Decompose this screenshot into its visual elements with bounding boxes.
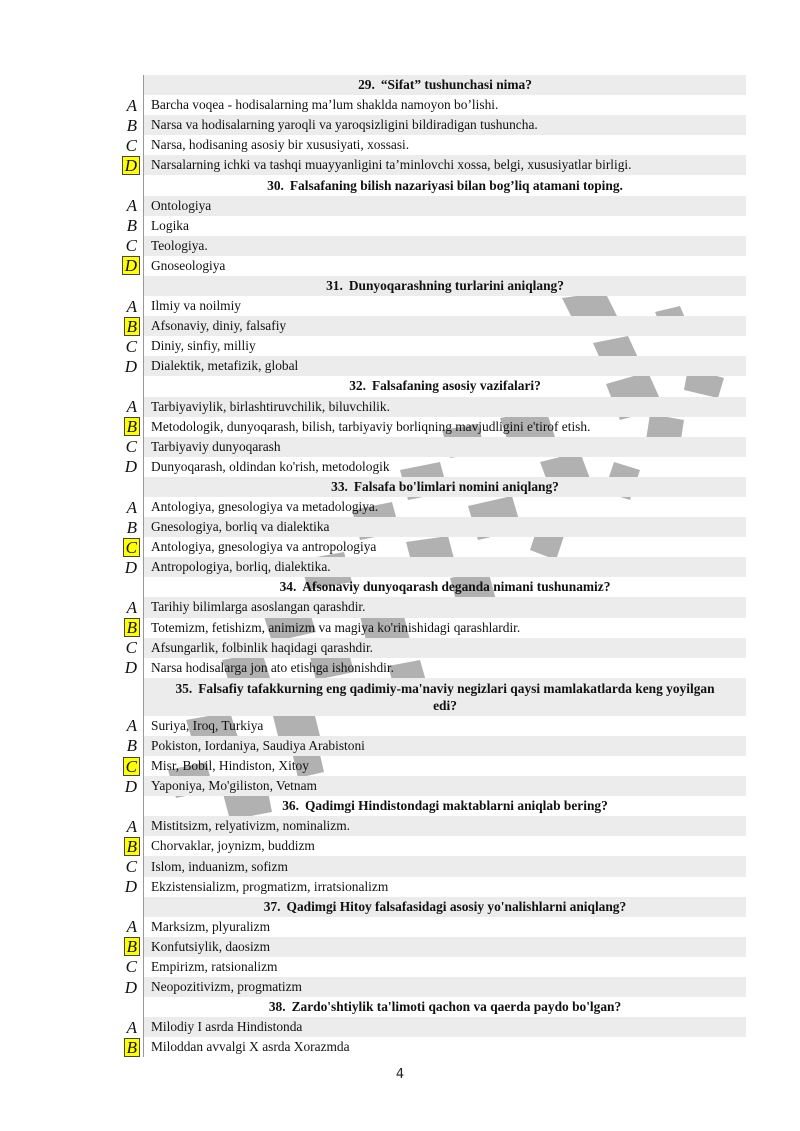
answer-letter-cell <box>110 236 143 256</box>
question-text-cell <box>143 678 746 716</box>
letter-cell-empty <box>110 577 143 597</box>
question-number: 34. <box>279 579 297 595</box>
answer-text: Afsonaviy, diniy, falsafiy <box>143 316 746 336</box>
letter-cell-empty <box>110 796 143 816</box>
answer-text: Yaponiya, Mo'giliston, Vetnam <box>143 776 746 796</box>
letter-cell-empty <box>110 75 143 95</box>
answer-letter: A <box>126 196 137 216</box>
question-number: 33. <box>331 478 348 494</box>
question-text-cell <box>143 175 746 195</box>
answer-row[interactable] <box>110 417 746 437</box>
page-number: 4 <box>395 1067 405 1082</box>
answer-letter-cell <box>110 877 143 897</box>
answer-row[interactable] <box>110 957 746 977</box>
answer-row[interactable] <box>110 135 746 155</box>
answer-letter-cell <box>110 1017 143 1037</box>
answer-letter-cell <box>110 135 143 155</box>
answer-row[interactable] <box>110 776 746 796</box>
answer-letter-correct: B <box>126 316 137 336</box>
answer-letter: B <box>126 517 137 537</box>
letter-cell-empty <box>110 276 143 296</box>
answer-letter: B <box>126 216 137 236</box>
answer-letter-correct: D <box>124 155 137 175</box>
question-number: 32. <box>349 378 366 394</box>
question-text-cell <box>143 577 746 597</box>
answer-row[interactable] <box>110 877 746 897</box>
question-text: Afsonaviy dunyoqarash deganda nimani tushunamiz? <box>302 579 611 595</box>
answer-text: Milodiy I asrda Hindistonda <box>143 1017 746 1037</box>
answer-text: Ekzistensializm, progmatizm, irratsionalizm <box>143 877 746 897</box>
answer-letter-correct: B <box>126 836 137 856</box>
answer-text: Miloddan avvalgi X asrda Xorazmda <box>143 1037 746 1057</box>
answer-text: Totemizm, fetishizm, animizm va magiya ko'rinishidagi qarashlardir. <box>143 618 746 638</box>
question-heading <box>280 579 611 595</box>
answer-letter-cell <box>110 437 143 457</box>
answer-letter-cell <box>110 296 143 316</box>
answer-text: Ilmiy va noilmiy <box>143 296 746 316</box>
answer-letter: C <box>125 638 137 658</box>
question-row <box>110 577 746 597</box>
answer-letter-correct: B <box>126 417 137 437</box>
answer-text: Afsungarlik, folbinlik haqidagi qarashdir. <box>143 638 746 658</box>
question-row <box>110 477 746 497</box>
answer-letter-cell <box>110 115 143 135</box>
answer-row[interactable] <box>110 196 746 216</box>
answer-letter-correct: D <box>124 256 137 276</box>
answer-text: Logika <box>143 216 746 236</box>
question-text-cell <box>143 897 746 917</box>
answer-text: Neopozitivizm, progmatizm <box>143 977 746 997</box>
answer-letter: A <box>126 716 137 736</box>
answer-letter: C <box>125 857 137 877</box>
question-heading <box>264 899 626 915</box>
question-text: Falsafiy tafakkurning eng qadimiy-ma'naviy negizlari qaysi mamlakatlarda keng yoyilgan edi? <box>198 680 715 713</box>
answer-letter-correct: C <box>125 756 137 776</box>
answer-text: Narsa, hodisaning asosiy bir xususiyati, xossasi. <box>143 135 746 155</box>
answer-letter-cell <box>110 1037 143 1057</box>
answer-row[interactable] <box>110 236 746 256</box>
answer-letter-cell <box>110 256 143 276</box>
answer-letter-cell <box>110 937 143 957</box>
answer-letter: A <box>126 397 137 417</box>
answer-letter-cell <box>110 658 143 678</box>
answer-row[interactable] <box>110 557 746 577</box>
answer-row[interactable] <box>110 256 746 276</box>
question-text: Falsafaning bilish nazariyasi bilan bog’liq atamani toping. <box>289 177 623 193</box>
answer-row[interactable] <box>110 437 746 457</box>
answer-row[interactable] <box>110 716 746 736</box>
question-text-cell <box>143 477 746 497</box>
question-row <box>110 376 746 396</box>
question-text: Falsafaning asosiy vazifalari? <box>371 378 541 394</box>
answer-letter-cell <box>110 517 143 537</box>
answer-row[interactable] <box>110 736 746 756</box>
question-row <box>110 75 746 95</box>
answer-text: Metodologik, dunyoqarash, bilish, tarbiyaviy borliqning mavjudligini e'tirof etish. <box>143 417 746 437</box>
answer-letter-cell <box>110 597 143 617</box>
question-row <box>110 175 746 195</box>
question-text-cell <box>143 997 746 1017</box>
answer-text: Islom, induanizm, sofizm <box>143 856 746 876</box>
answer-row[interactable] <box>110 836 746 856</box>
question-text: Dunyoqarashning turlarini aniqlang? <box>348 277 564 293</box>
answer-letter-cell <box>110 417 143 437</box>
answer-letter: D <box>124 457 137 477</box>
answer-letter: D <box>124 977 137 997</box>
letter-cell-empty <box>110 175 143 195</box>
question-number: 30. <box>267 177 284 193</box>
answer-letter-cell <box>110 856 143 876</box>
answer-letter-cell <box>110 716 143 736</box>
answer-letter-cell <box>110 356 143 376</box>
answer-text: Antropologiya, borliq, dialektika. <box>143 557 746 577</box>
answer-row[interactable] <box>110 816 746 836</box>
question-text: Qadimgi Hindistondagi maktablarni aniqlab bering? <box>304 798 608 814</box>
answer-letter: A <box>126 917 137 937</box>
question-row <box>110 997 746 1017</box>
answer-letter: A <box>126 497 137 517</box>
question-heading <box>269 999 621 1015</box>
answer-row[interactable] <box>110 1017 746 1037</box>
answer-letter-cell <box>110 216 143 236</box>
answer-row[interactable] <box>110 658 746 678</box>
answer-letter: D <box>124 776 137 796</box>
answer-letter-cell <box>110 957 143 977</box>
question-text-cell <box>143 796 746 816</box>
answer-row[interactable] <box>110 597 746 617</box>
answer-row[interactable] <box>110 316 746 336</box>
answer-text: Mistitsizm, relyativizm, nominalizm. <box>143 816 746 836</box>
answer-text: Tarbiyaviylik, birlashtiruvchilik, biluvchilik. <box>143 397 746 417</box>
answer-text: Antologiya, gnesologiya va metadologiya. <box>143 497 746 517</box>
answer-text: Narsa va hodisalarning yaroqli va yaroqsizligini bildiradigan tushuncha. <box>143 115 746 135</box>
answer-text: Teologiya. <box>143 236 746 256</box>
answer-letter: B <box>126 115 137 135</box>
answer-letter-correct: B <box>126 1037 137 1057</box>
answer-text: Empirizm, ratsionalizm <box>143 957 746 977</box>
question-text-cell <box>143 75 746 95</box>
answer-row[interactable] <box>110 115 746 135</box>
letter-cell-empty <box>110 477 143 497</box>
answer-letter-cell <box>110 977 143 997</box>
answer-letter: A <box>126 296 137 316</box>
answer-row[interactable] <box>110 977 746 997</box>
answer-letter-cell <box>110 776 143 796</box>
answer-letter: D <box>124 356 137 376</box>
answer-letter-cell <box>110 736 143 756</box>
answer-letter-cell <box>110 397 143 417</box>
letter-cell-empty <box>110 678 143 716</box>
answer-text: Gnesologiya, borliq va dialektika <box>143 517 746 537</box>
answer-row[interactable] <box>110 618 746 638</box>
answer-row[interactable] <box>110 1037 746 1057</box>
question-text-cell <box>143 376 746 396</box>
question-row <box>110 897 746 917</box>
answer-letter-cell <box>110 836 143 856</box>
answer-text: Narsa hodisalarga jon ato etishga ishonishdir. <box>143 658 746 678</box>
answer-row[interactable] <box>110 155 746 175</box>
question-heading <box>349 378 541 394</box>
answer-text: Dunyoqarash, oldindan ko'rish, metodologik <box>143 457 746 477</box>
answer-letter: A <box>126 1017 137 1037</box>
answer-row[interactable] <box>110 457 746 477</box>
quiz-section <box>110 75 746 1057</box>
question-number: 31. <box>326 277 343 293</box>
answer-letter: A <box>126 95 137 115</box>
answer-letter-cell <box>110 537 143 557</box>
answer-row[interactable] <box>110 917 746 937</box>
answer-text: Chorvaklar, joynizm, buddizm <box>143 836 746 856</box>
answer-row[interactable] <box>110 517 746 537</box>
answer-letter: A <box>126 597 137 617</box>
answer-text: Diniy, sinfiy, milliy <box>143 336 746 356</box>
answer-letter: C <box>125 957 137 977</box>
answer-text: Tarihiy bilimlarga asoslangan qarashdir. <box>143 597 746 617</box>
answer-text: Barcha voqea - hodisalarning ma’lum shaklda namoyon bo’lishi. <box>143 95 746 115</box>
answer-row[interactable] <box>110 537 746 557</box>
answer-letter: D <box>124 557 137 577</box>
answer-text: Ontologiya <box>143 196 746 216</box>
answer-text: Narsalarning ichki va tashqi muayyanligini ta’minlovchi xossa, belgi, xususiyatlar birligi. <box>143 155 746 175</box>
question-number: 37. <box>263 898 281 914</box>
answer-letter: C <box>125 135 137 155</box>
answer-letter-cell <box>110 618 143 638</box>
question-heading <box>358 77 532 93</box>
question-number: 38. <box>268 999 286 1015</box>
question-text: Falsafa bo'limlari nomini aniqlang? <box>353 478 559 494</box>
answer-letter-cell <box>110 917 143 937</box>
answer-letter: D <box>124 877 137 897</box>
answer-letter: B <box>126 736 137 756</box>
answer-row[interactable] <box>110 216 746 236</box>
answer-letter-correct: B <box>126 937 137 957</box>
letter-cell-empty <box>110 897 143 917</box>
answer-letter: C <box>125 236 137 256</box>
question-heading <box>326 278 564 294</box>
answer-letter-cell <box>110 816 143 836</box>
answer-letter-cell <box>110 557 143 577</box>
answer-letter-correct: B <box>126 618 137 638</box>
answer-letter-cell <box>110 316 143 336</box>
answer-text: Dialektik, metafizik, global <box>143 356 746 376</box>
question-text-cell <box>143 276 746 296</box>
answer-text: Marksizm, plyuralizm <box>143 917 746 937</box>
answer-row[interactable] <box>110 95 746 115</box>
answer-text: Suriya, Iroq, Turkiya <box>143 716 746 736</box>
answer-row[interactable] <box>110 856 746 876</box>
answer-letter-cell <box>110 95 143 115</box>
answer-letter-cell <box>110 336 143 356</box>
question-heading <box>282 798 608 814</box>
answer-letter: D <box>124 658 137 678</box>
answer-text: Tarbiyaviy dunyoqarash <box>143 437 746 457</box>
answer-letter-cell <box>110 497 143 517</box>
answer-letter-cell <box>110 155 143 175</box>
question-number: 35. <box>175 680 193 696</box>
answer-row[interactable] <box>110 497 746 517</box>
question-number: 29. <box>358 77 375 93</box>
answer-row[interactable] <box>110 397 746 417</box>
letter-cell-empty <box>110 997 143 1017</box>
question-row <box>110 796 746 816</box>
question-text: Zardo'shtiylik ta'limoti qachon va qaerda paydo bo'lgan? <box>291 999 622 1015</box>
answer-letter: A <box>126 816 137 836</box>
answer-letter-cell <box>110 196 143 216</box>
question-heading <box>267 178 623 194</box>
question-text: “Sifat” tushunchasi nima? <box>380 77 532 93</box>
answer-row[interactable] <box>110 356 746 376</box>
answer-row[interactable] <box>110 336 746 356</box>
answer-letter-correct: C <box>125 537 137 557</box>
answer-text: Gnoseologiya <box>143 256 746 276</box>
letter-cell-empty <box>110 376 143 396</box>
question-number: 36. <box>282 798 299 814</box>
question-heading <box>331 479 559 495</box>
answer-text: Antologiya, gnesologiya va antropologiya <box>143 537 746 557</box>
question-row <box>110 678 746 716</box>
answer-row[interactable] <box>110 937 746 957</box>
answer-letter-cell <box>110 638 143 658</box>
answer-row[interactable] <box>110 638 746 658</box>
question-text: Qadimgi Hitoy falsafasidagi asosiy yo'nalishlarni aniqlang? <box>286 898 627 914</box>
answer-row[interactable] <box>110 756 746 776</box>
answer-letter: C <box>125 336 137 356</box>
answer-row[interactable] <box>110 296 746 316</box>
answer-text: Konfutsiylik, daosizm <box>143 937 746 957</box>
answer-letter: C <box>125 437 137 457</box>
answer-letter-cell <box>110 457 143 477</box>
question-row <box>110 276 746 296</box>
answer-text: Pokiston, Iordaniya, Saudiya Arabistoni <box>143 736 746 756</box>
question-heading <box>164 680 726 714</box>
answer-letter-cell <box>110 756 143 776</box>
answer-text: Misr, Bobil, Hindiston, Xitoy <box>143 756 746 776</box>
